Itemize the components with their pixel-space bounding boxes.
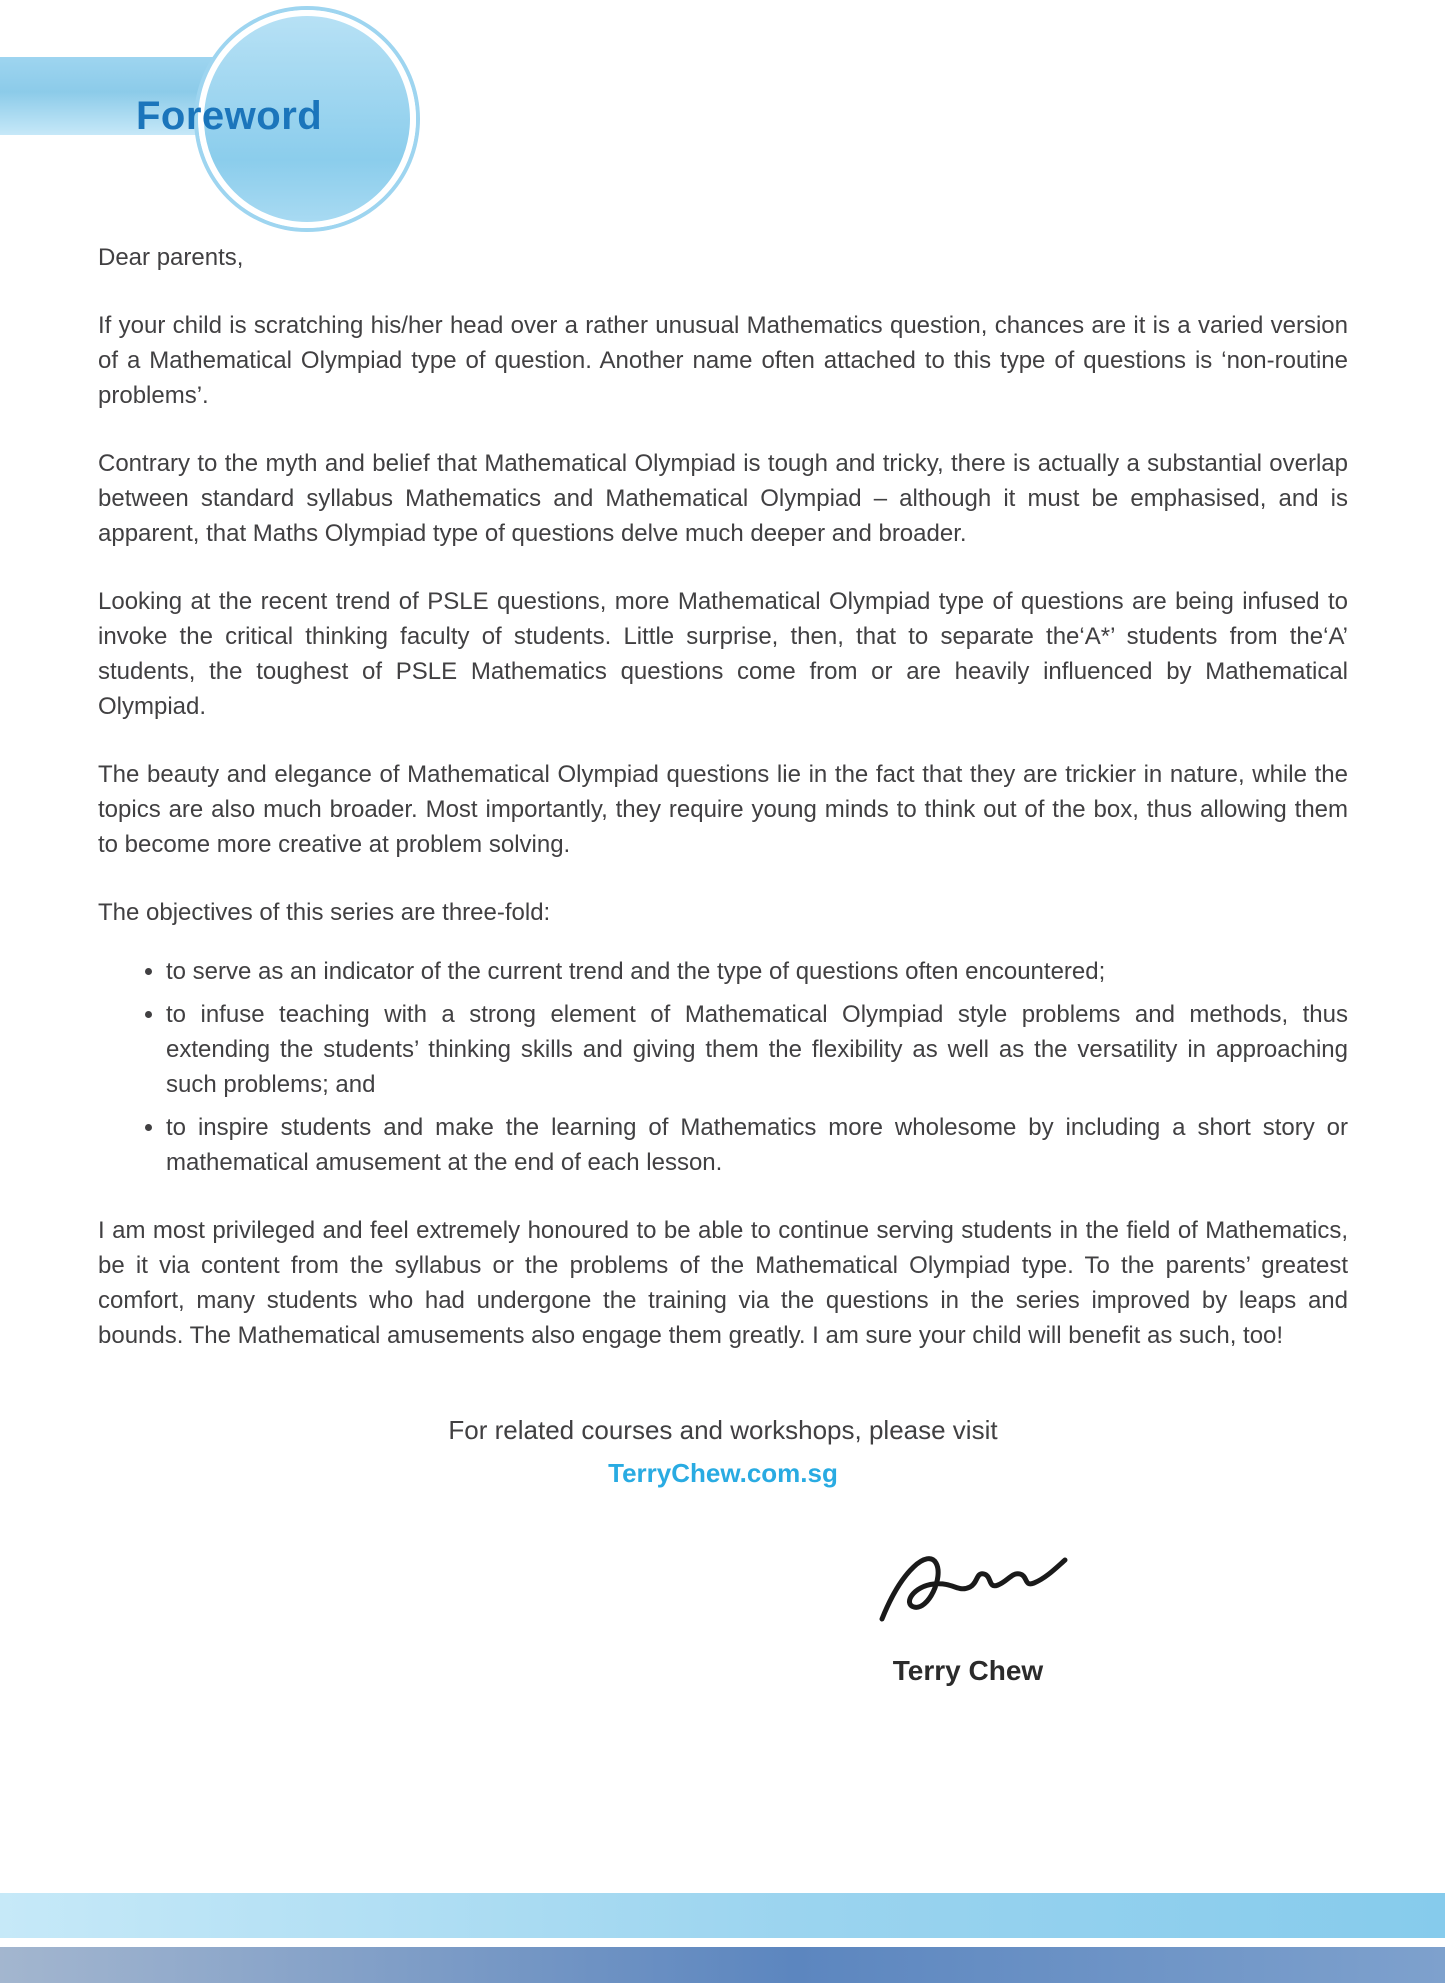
paragraph: Looking at the recent trend of PSLE questions, more Mathematical Olympiad type of questions are being infused to invoke the critical thinking faculty of students. Little surprise, then, that to separate the‘A*’ students from the‘A’ students, the toughest of PSLE Mathematics questions come from or are heavily influenced by Mathematical Olympiad. [98, 588, 1348, 720]
objective-item: • to serve as an indicator of the current trend and the type of questions often encountered; [166, 954, 1348, 989]
page-title: Foreword [136, 94, 323, 138]
paragraph: Contrary to the myth and belief that Mathematical Olympiad is tough and tricky, there is actually a substantial overlap between standard syllabus Mathematics and Mathematical Olympiad – although it must be emphasised, and is apparent, that Maths Olympiad type of questions delve much deeper and broader. [98, 450, 1348, 547]
signature-image [868, 1537, 1068, 1647]
paragraph: If your child is scratching his/her head over a rather unusual Mathematics question, chances are it is a varied version of a Mathematical Olympiad type of question. Another name often attached to this type of questions is ‘non-routine problems’. [98, 312, 1348, 409]
signature-block [843, 1537, 1093, 1688]
objective-item: • to inspire students and make the learning of Mathematics more wholesome by including a short story or mathematical amusement at the end of each lesson. [166, 1110, 1348, 1180]
website-link[interactable]: TerryChew.com.sg [608, 1458, 838, 1488]
cta-line: For related courses and workshops, please visit [448, 1415, 998, 1445]
cta-block [98, 1413, 1348, 1491]
closing-paragraph: I am most privileged and feel extremely honoured to be able to continue serving students in the field of Mathematics, be it via content from the syllabus or the problems of the Mathematical Olympiad type. To the parents’ greatest comfort, many students who had undergone the training via the questions in the series improved by leaps and bounds. The Mathematical amusements also engage them greatly. I am sure your child will benefit as such, too! [98, 1217, 1348, 1349]
footer-strip-dark [0, 1947, 1445, 1983]
paragraph: The beauty and elegance of Mathematical Olympiad questions lie in the fact that they are trickier in nature, while the topics are also much broader. Most importantly, they require young minds to think out of the box, thus allowing them to become more creative at problem solving. [98, 761, 1348, 858]
salutation: Dear parents, [98, 244, 244, 271]
signature-name: Terry Chew [892, 1655, 1044, 1686]
letter-body [98, 240, 1348, 1688]
footer-strip-light [0, 1893, 1445, 1938]
objectives-intro: The objectives of this series are three-fold: [98, 899, 551, 926]
objective-item: • to infuse teaching with a strong element of Mathematical Olympiad style problems and methods, thus extending the students’ thinking skills and giving them the flexibility as well as the versatility in approaching such problems; and [166, 997, 1348, 1102]
objectives-list [98, 954, 1348, 1180]
